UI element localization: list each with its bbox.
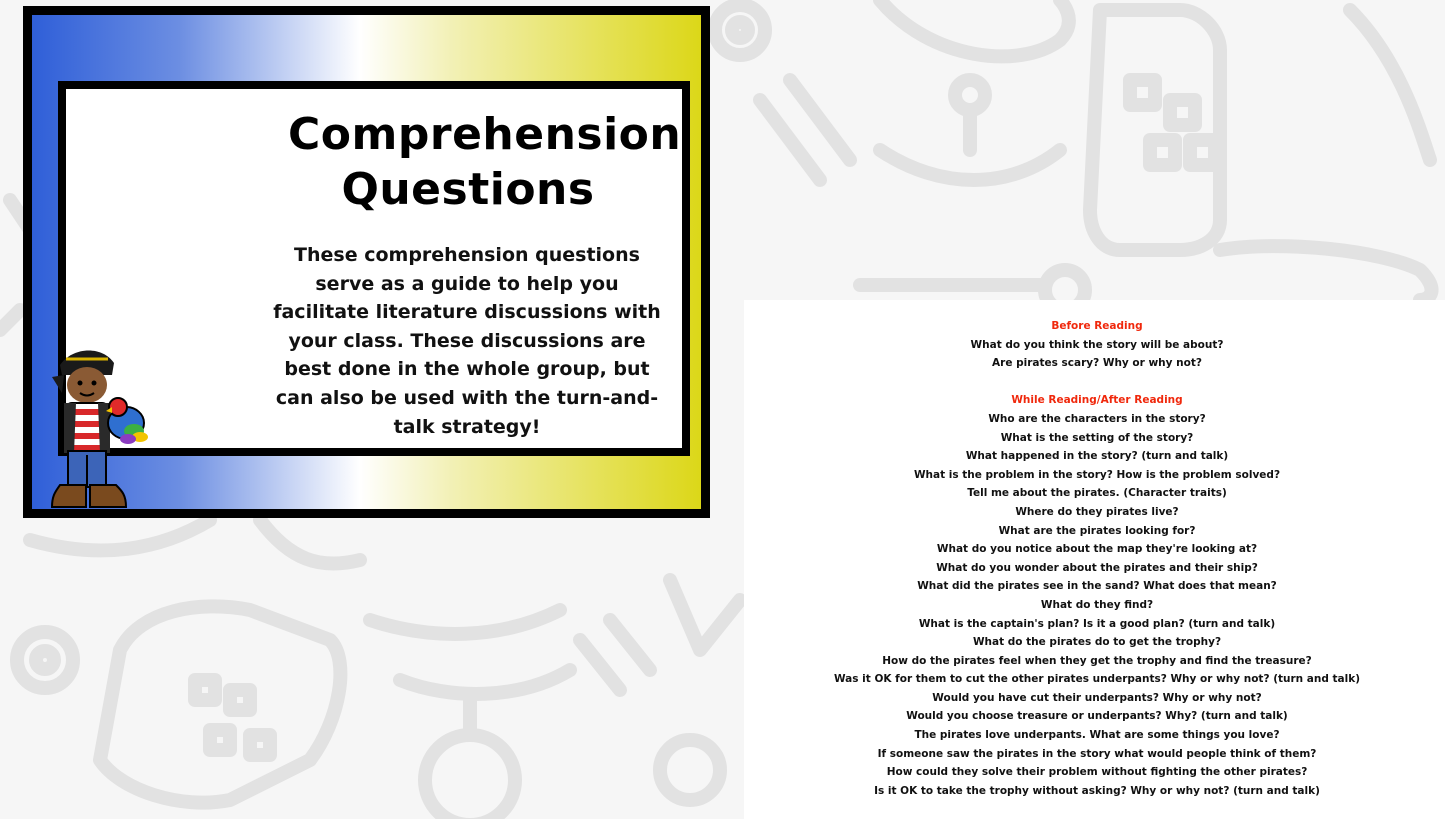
question-item: Tell me about the pirates. (Character traits) bbox=[967, 487, 1227, 500]
while-reading-heading: While Reading/After Reading bbox=[1011, 394, 1183, 407]
question-item: What do you notice about the map they're looking at? bbox=[936, 543, 1258, 556]
questions-panel bbox=[744, 300, 1445, 819]
card-title-line1: Comprehension bbox=[288, 109, 682, 160]
question-item: What did the pirates see in the sand? What does that mean? bbox=[917, 580, 1277, 593]
question-item: Was it OK for them to cut the other pirates underpants? Why or why not? (turn and talk) bbox=[833, 673, 1361, 686]
question-item: Would you choose treasure or underpants? Why? (turn and talk) bbox=[906, 710, 1288, 723]
question-item: What do the pirates do to get the trophy? bbox=[972, 636, 1222, 649]
before-reading-heading: Before Reading bbox=[1051, 320, 1143, 332]
title-card-inner-frame bbox=[58, 81, 690, 456]
pirate-with-parrot-icon bbox=[42, 345, 152, 515]
card-description: These comprehension questions serve as a guide to help you facilitate literature discussions with your class. These discussions are best done in the whole group, but can also be used with the turn-and-talk strategy! bbox=[273, 244, 661, 438]
question-item: What do they find? bbox=[1040, 598, 1154, 611]
card-title bbox=[288, 107, 682, 217]
question-item: Would you have cut their underpants? Why or why not? bbox=[932, 691, 1262, 704]
question-item: What is the setting of the story? bbox=[1000, 431, 1194, 444]
question-item: What happened in the story? (turn and talk) bbox=[965, 450, 1229, 463]
card-title-line2: Questions bbox=[341, 164, 595, 215]
question-item: Is it OK to take the trophy without asking? Why or why not? (turn and talk) bbox=[874, 784, 1320, 797]
title-card bbox=[23, 6, 710, 518]
question-item: If someone saw the pirates in the story what would people think of them? bbox=[877, 747, 1317, 760]
question-item: Are pirates scary? Why or why not? bbox=[992, 357, 1202, 370]
question-item: What are the pirates looking for? bbox=[998, 524, 1196, 537]
section-spacer bbox=[744, 373, 1445, 392]
question-item: How do the pirates feel when they get the trophy and find the treasure? bbox=[882, 654, 1312, 667]
question-item: What do you wonder about the pirates and their ship? bbox=[936, 561, 1258, 574]
question-item: Where do they pirates live? bbox=[1015, 505, 1179, 518]
questions-list bbox=[744, 317, 1445, 800]
question-item: The pirates love underpants. What are some things you love? bbox=[914, 729, 1280, 742]
question-item: What is the captain's plan? Is it a good plan? (turn and talk) bbox=[918, 617, 1276, 630]
question-item: What do you think the story will be about? bbox=[970, 338, 1224, 351]
question-item: Who are the characters in the story? bbox=[988, 412, 1206, 425]
question-item: What is the problem in the story? How is the problem solved? bbox=[913, 468, 1281, 481]
question-item: How could they solve their problem without fighting the other pirates? bbox=[886, 766, 1308, 779]
